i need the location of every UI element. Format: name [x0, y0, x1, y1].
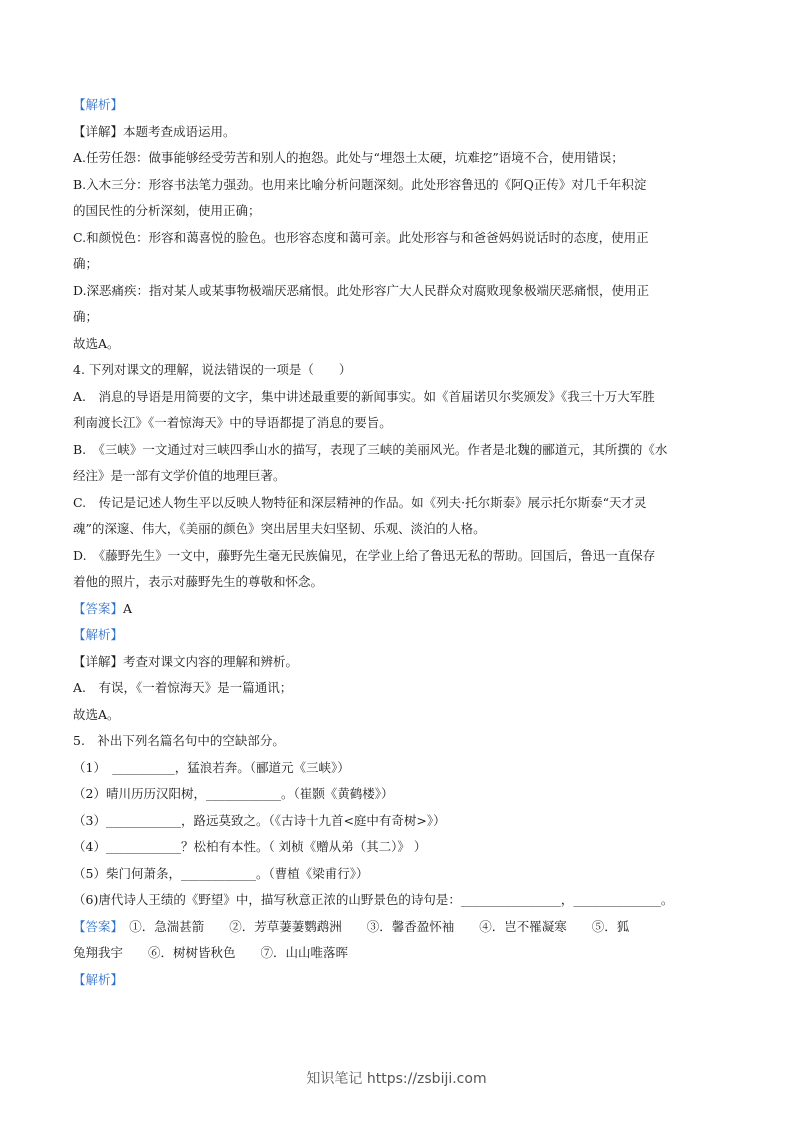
q5-item-2: （2）晴川历历汉阳树，____________。（崔颢《黄鹤楼》）: [73, 786, 394, 801]
q5-answer-tag: 【答案】: [73, 918, 117, 934]
q5-item-1: （1） __________，猛浪若奔。（郦道元《三峡》）: [73, 759, 350, 775]
option-b-explanation-line2: 的国民性的分析深刻，使用正确；: [73, 203, 261, 218]
q4-analysis-tag: 【解析】: [73, 627, 124, 642]
q4-option-b-line2: 经注》是一部有文学价值的地理巨著。: [73, 468, 286, 483]
q4-option-b-line1: B. 《三峡》一文通过对三峡四季山水的描写，表现了三峡的美丽风光。作者是北魏的郦道元，其所撰的《水: [73, 441, 668, 457]
document-body: [73, 92, 723, 993]
detail-intro: 【详解】本题考查成语运用。: [73, 123, 236, 139]
q5-item-5: （5）柴门何萧条，____________。（曹植《梁甫行》）: [73, 865, 369, 881]
q4-option-a-line2: 利南渡长江》《一着惊海天》中的导语都提了消息的要旨。: [73, 415, 392, 430]
option-d-explanation-line2: 确；: [73, 309, 99, 324]
q5-item-6: （6)唐代诗人王绩的《野望》中，描写秋意正浓的山野景色的诗句是：________________，______________。: [73, 892, 674, 907]
q4-option-c-line2: 魂”的深邃、伟大，《美丽的颜色》突出居里夫妇坚韧、乐观、淡泊的人格。: [73, 521, 486, 536]
question-4-stem: 4. 下列对课文的理解，说法错误的一项是（ ）: [73, 362, 352, 377]
q5-item-4: （4）____________？松柏有本性。（ 刘桢《赠从弟（其二）》 ）: [73, 839, 427, 854]
answer-tag: 【答案】: [73, 600, 124, 616]
q4-choose-answer: 故选A。: [73, 706, 120, 722]
option-c-explanation-line2: 确；: [73, 256, 99, 271]
question-5-stem: 5. 补出下列名篇名句中的空缺部分。: [73, 733, 285, 748]
choose-answer: 故选A。: [73, 335, 120, 351]
q5-answer-row-1: [73, 914, 723, 941]
option-d-explanation-line1: D.深恶痛疾：指对某人或某事物极端厌恶痛恨。此处形容广大人民群众对腐败现象极端厌恶痛恨，使用正: [73, 282, 650, 298]
q4-detail-intro: 【详解】考查对课文内容的理解和辨析。: [73, 653, 299, 669]
q5-answers-line1: ①．急湍甚箭 ②．芳草萋萋鹦鹉洲 ③．馨香盈怀袖 ④．岂不罹凝寒 ⑤．狐: [116, 918, 630, 934]
q5-analysis-tag: 【解析】: [73, 971, 124, 987]
q4-answer-row: [73, 596, 723, 623]
q4-option-c-line1: C. 传记是记述人物生平以反映人物特征和深层精神的作品。如《列夫·托尔斯泰》展示托尔斯泰“天才灵: [73, 494, 647, 510]
q5-answers-line2: 兔翔我宇 ⑥．树树皆秋色 ⑦．山山唯落晖: [73, 945, 349, 960]
footer-watermark: 知识笔记 https://zsbiji.com: [306, 1071, 487, 1087]
q4-option-d-line1: D. 《藤野先生》一文中，藤野先生毫无民族偏见，在学业上给了鲁迅无私的帮助。回国后，鲁迅一直保存: [73, 547, 656, 563]
q4-option-a-line1: A. 消息的导语是用简要的文字，集中讲述最重要的新闻事实。如《首届诺贝尔奖颁发》《我三十万大军胜: [73, 388, 655, 404]
q4-option-d-line2: 着他的照片，表示对藤野先生的尊敬和怀念。: [73, 574, 324, 589]
answer-value: A: [123, 600, 133, 616]
q5-item-3: （3）____________，路远莫致之。（《古诗十九首<庭中有奇树>》）: [73, 812, 446, 828]
option-a-explanation: A.任劳任怨：做事能够经受劳苦和别人的抱怨。此处与“埋怨土太硬，坑难挖”语境不合，使用错误；: [73, 150, 624, 165]
option-b-explanation-line1: B.入木三分：形容书法笔力强劲。也用来比喻分析问题深刻。此处形容鲁迅的《阿Q正传》对几千年积淀: [73, 176, 647, 192]
analysis-tag: 【解析】: [73, 97, 124, 112]
option-c-explanation-line1: C.和颜悦色：形容和蔼喜悦的脸色。也形容态度和蔼可亲。此处形容与和爸爸妈妈说话时的态度，使用正: [73, 229, 649, 245]
q4-explanation: A. 有误，《一着惊海天》是一篇通讯；: [73, 680, 293, 695]
